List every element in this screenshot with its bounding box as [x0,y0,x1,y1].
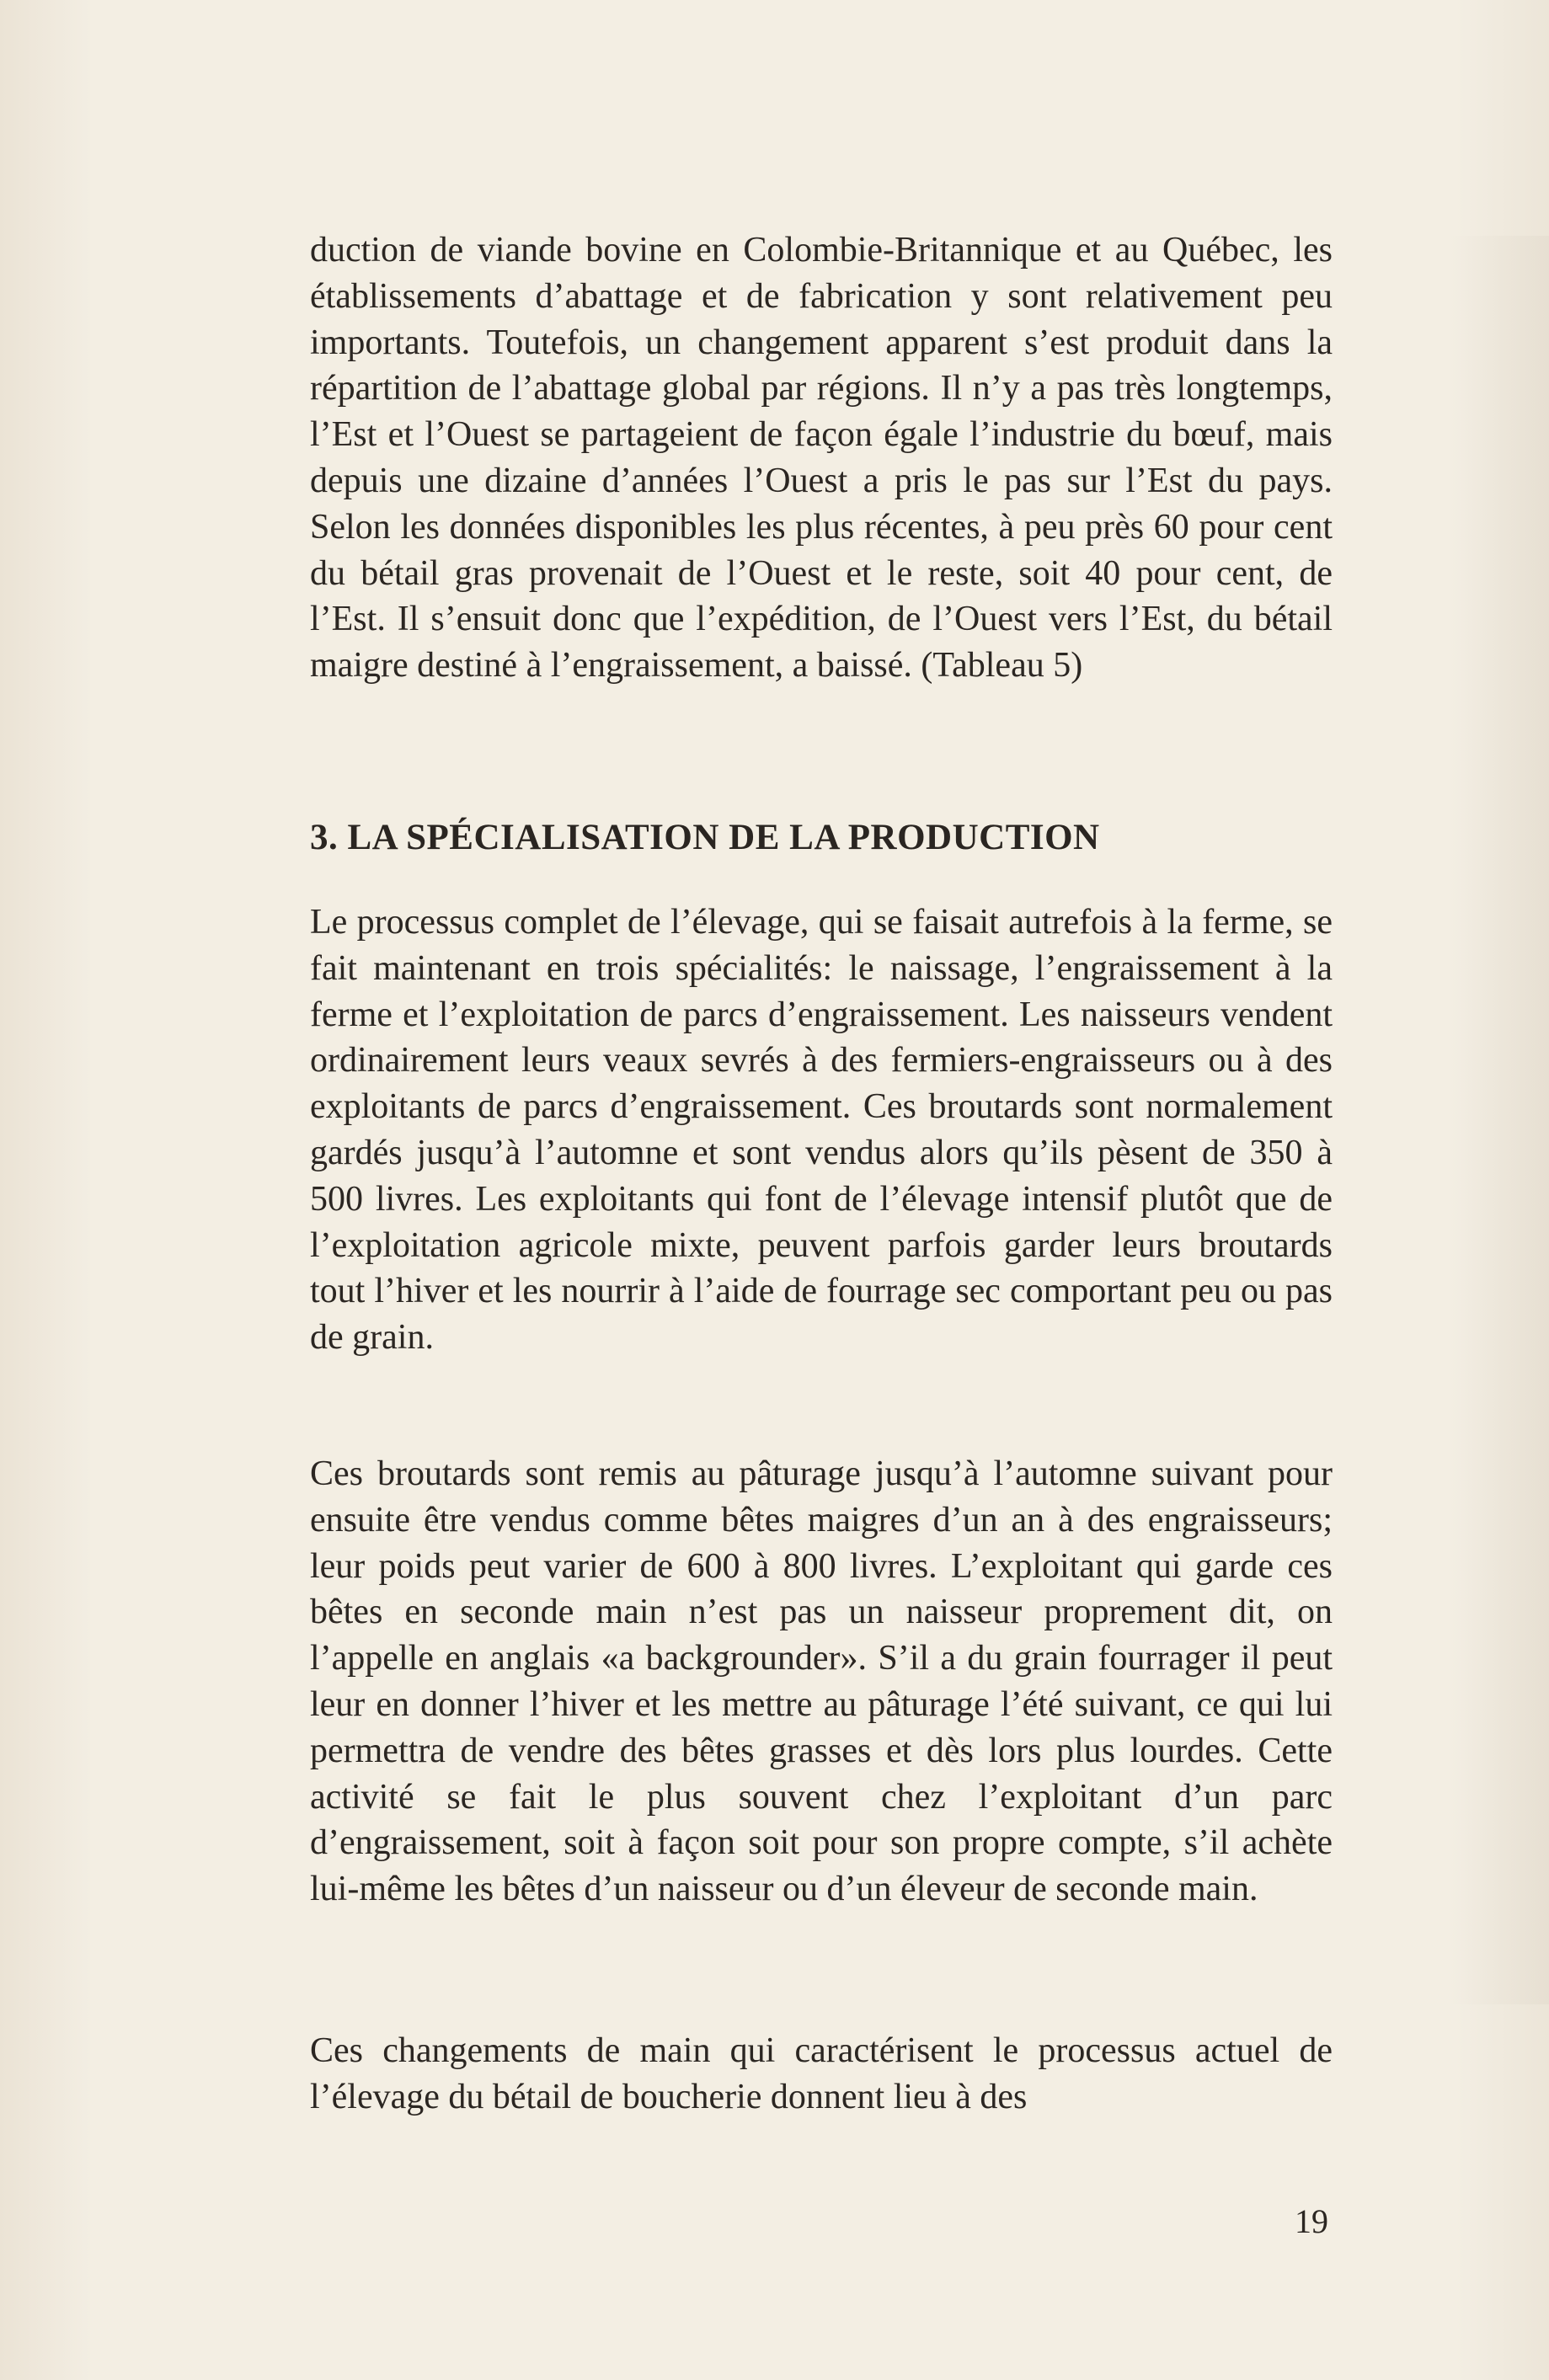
paragraph-2: Le processus complet de l’élevage, qui se faisait autrefois à la ferme, se fait maintenant en trois spécialités: le naissage, l’engraissement à la ferme et l’exploitation de parcs d’engraissement. Les naisseurs vendent ordinairement leurs veaux sevrés à des fermiers-engraisseurs ou à des exploitants de parcs d’engraissement. Ces broutards sont normalement gardés jusqu’à l’automne et sont vendus alors qu’ils pèsent de 350 à 500 livres. Les exploitants qui font de l’élevage intensif plutôt que de l’exploitation agricole mixte, peuvent parfois garder leurs broutards tout l’hiver et les nourrir à l’aide de fourrage sec comportant peu ou pas de grain. [310,903,1333,1358]
page-number: 19 [1295,2202,1328,2240]
section-heading: 3. LA SPÉCIALISATION DE LA PRODUCTION [310,818,1100,857]
paragraph-3: Ces broutards sont remis au pâturage jusqu’à l’automne suivant pour ensuite être vendus comme bêtes maigres d’un an à des engraisseurs; leur poids peut varier de 600 à 800 livres. L’exploitant qui garde ces bêtes en seconde main n’est pas un naisseur proprement dit, on l’appelle en anglais «a backgrounder». S’il a du grain fourrager il peut leur en donner l’hiver et les mettre au pâturage l’été suivant, ce qui lui permettra de vendre des bêtes grasses et dès lors plus lourdes. Cette activité se fait le plus souvent chez l’exploitant d’un parc d’engraissement, soit à façon soit pour son propre compte, s’il achète lui-même les bêtes d’un naisseur ou d’un éleveur de seconde main. [310,1454,1333,1909]
paragraph-1-text: duction de viande bovine en Colombie-Britannique et au Québec, les établissements d’abattage et de fabrication y sont relativement peu importants. Toutefois, un changement apparent s’est produit dans la répartition de l’abattage global par régions. Il n’y a pas très longtemps, l’Est et l’Ouest se partageient de façon égale l’industrie du bœuf, mais depuis une dizaine d’années l’Ouest a pris le pas sur l’Est du pays. Selon les données disponibles les plus récentes, à peu près 60 pour cent du bétail gras provenait de l’Ouest et le reste, soit 40 pour cent, de l’Est. Il s’ensuit donc que l’expédition, de l’Ouest vers l’Est, du bétail maigre destiné à l’engraissement, a baissé. (Tableau 5) [310,231,1333,686]
paper-show-through [1448,236,1549,2004]
paragraph-1 [310,227,1333,689]
paragraph-4: Ces changements de main qui caractérisent le processus actuel de l’élevage du bétail de boucherie donnent lieu à des [310,2031,1333,2116]
